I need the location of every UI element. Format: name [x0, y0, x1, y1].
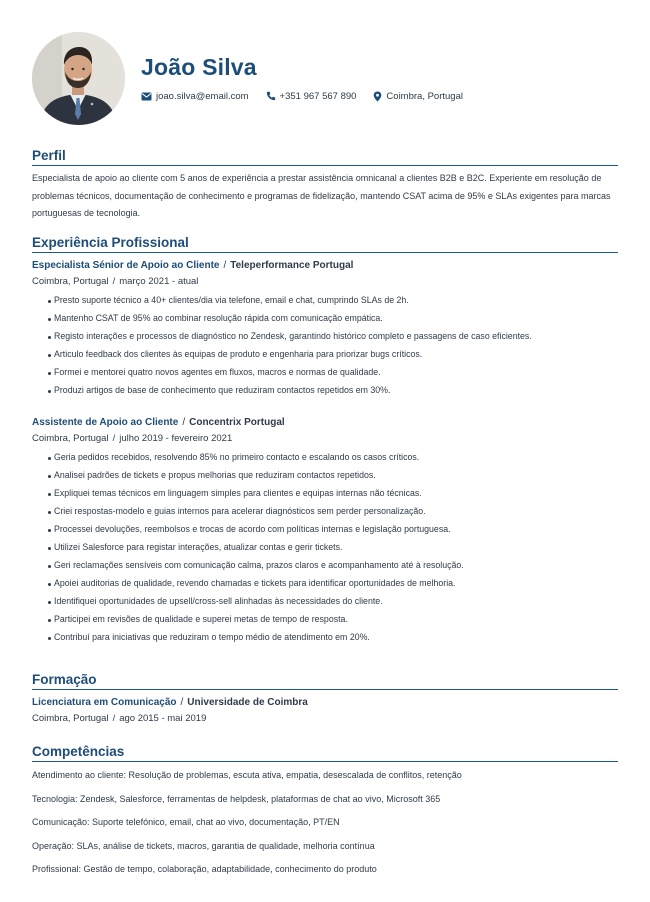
job-company: Teleperformance Portugal	[230, 260, 354, 271]
candidate-name: João Silva	[141, 54, 257, 80]
skill-line: Comunicação: Suporte telefónico, email, chat ao vivo, documentação, PT/EN	[32, 817, 340, 828]
bullet-item: Criei respostas-modelo e guias internos para acelerar diagnósticos sem perder personalização.	[32, 503, 618, 521]
education-entry	[32, 695, 618, 727]
job-title-line	[32, 258, 618, 274]
bullet-item: Processei devoluções, reembolsos e trocas de acordo com políticas internas e legislação portuguesa.	[32, 521, 618, 539]
location-pin-icon	[373, 91, 382, 102]
skills-section	[32, 744, 618, 882]
profile-photo	[32, 32, 125, 125]
job-title-line	[32, 415, 618, 431]
job-location: Coimbra, Portugal	[32, 276, 109, 287]
job-bullets	[32, 449, 618, 646]
skill-line: Atendimento ao cliente: Resolução de problemas, escuta ativa, empatia, desescalada de conflitos, retenção	[32, 770, 462, 780]
skills-list	[32, 764, 618, 882]
avatar	[32, 32, 125, 125]
contact-bar	[141, 89, 480, 103]
job-entry	[32, 415, 618, 646]
bullet-item: Analisei padrões de tickets e propus melhorias que reduziram contactos repetidos.	[32, 467, 618, 485]
profile-heading: Perfil	[32, 148, 618, 166]
bullet-item: Geria pedidos recebidos, resolvendo 85% no primeiro contacto e escalando os casos críticos.	[32, 449, 618, 467]
skill-line: Profissional: Gestão de tempo, colaboração, adaptabilidade, conhecimento do produto	[32, 864, 377, 875]
separator: /	[182, 417, 186, 429]
experience-section	[32, 235, 618, 646]
profile-section	[32, 148, 618, 223]
job-entry	[32, 258, 618, 399]
school-name: Universidade de Coimbra	[187, 697, 308, 708]
bullet-item: Presto suporte técnico a 40+ clientes/dia via telefone, email e chat, cumprindo SLAs de 2h.	[32, 292, 618, 310]
bullet-item: Apoiei auditorias de qualidade, revendo chamadas e tickets para identificar oportunidades de melhoria.	[32, 575, 618, 593]
profile-summary: Especialista de apoio ao cliente com 5 anos de experiência a prestar assistência omnicanal a clientes B2B e B2C. Experiente em resolução de problemas técnicos, documentação de conhecimento e programas de fidelização, mantendo CSAT acima de 95% e SLAs exigentes para marcas portuguesas de tecnologia.	[32, 173, 611, 218]
separator: /	[112, 276, 116, 287]
skill-line: Tecnologia: Zendesk, Salesforce, ferramentas de helpdesk, plataformas de chat ao vivo, Microsoft 365	[32, 793, 441, 804]
phone-icon	[266, 91, 276, 101]
contact-email[interactable]	[141, 91, 249, 102]
job-location: Coimbra, Portugal	[32, 433, 109, 445]
bullet-item: Formei e mentorei quatro novos agentes em fluxos, macros e normas de qualidade.	[32, 364, 618, 382]
contact-phone[interactable]	[266, 91, 357, 102]
separator: /	[112, 713, 116, 724]
bullet-item: Mantenho CSAT de 95% ao combinar resolução rápida com comunicação empática.	[32, 310, 618, 328]
bullet-item: Expliquei temas técnicos em linguagem simples para clientes e equipas internas não técnicas.	[32, 485, 618, 503]
resume-header	[32, 32, 622, 126]
education-meta	[32, 711, 618, 727]
job-role: Assistente de Apoio ao Cliente	[32, 417, 179, 429]
email-icon	[141, 92, 152, 101]
separator: /	[180, 697, 184, 708]
contact-location	[373, 91, 463, 102]
job-bullets	[32, 292, 618, 399]
job-meta	[32, 274, 618, 290]
bullet-item: Identifiquei oportunidades de upsell/cross-sell alinhadas às necessidades do cliente.	[32, 593, 618, 611]
experience-heading: Experiência Profissional	[32, 235, 618, 253]
bullet-item: Participei em revisões de qualidade e superei metas de tempo de resposta.	[32, 611, 618, 629]
separator: /	[112, 433, 116, 445]
job-company: Concentrix Portugal	[189, 417, 285, 429]
degree-name: Licenciatura em Comunicação	[32, 697, 177, 708]
location-text: Coimbra, Portugal	[386, 90, 463, 102]
bullet-item: Articulo feedback dos clientes às equipas de produto e engenharia para priorizar bugs críticos.	[32, 346, 618, 364]
job-meta	[32, 431, 618, 447]
degree-line	[32, 695, 618, 711]
bullet-item: Contribuí para iniciativas que reduziram o tempo médio de atendimento em 20%.	[32, 629, 618, 647]
education-heading: Formação	[32, 672, 618, 690]
job-role: Especialista Sénior de Apoio ao Cliente	[32, 260, 220, 271]
education-section	[32, 672, 618, 727]
education-dates: ago 2015 - mai 2019	[119, 713, 207, 724]
bullet-item: Produzi artigos de base de conhecimento que reduziram contactos repetidos em 30%.	[32, 382, 618, 400]
phone-text: +351 967 567 890	[279, 90, 357, 102]
bullet-item: Utilizei Salesforce para registar interações, atualizar contas e gerir tickets.	[32, 539, 618, 557]
education-location: Coimbra, Portugal	[32, 713, 109, 724]
separator: /	[223, 260, 227, 271]
bullet-item: Registo interações e processos de diagnóstico no Zendesk, garantindo histórico completo e passagens de caso eficientes.	[32, 328, 618, 346]
bullet-item: Geri reclamações sensíveis com comunicação calma, prazos claros e acompanhamento até à resolução.	[32, 557, 618, 575]
job-dates: julho 2019 - fevereiro 2021	[119, 433, 233, 445]
job-dates: março 2021 - atual	[119, 276, 199, 287]
email-text: joao.silva@email.com	[156, 90, 249, 102]
skill-line: Operação: SLAs, análise de tickets, macros, garantia de qualidade, melhoria contínua	[32, 840, 375, 851]
skills-heading: Competências	[32, 744, 618, 762]
